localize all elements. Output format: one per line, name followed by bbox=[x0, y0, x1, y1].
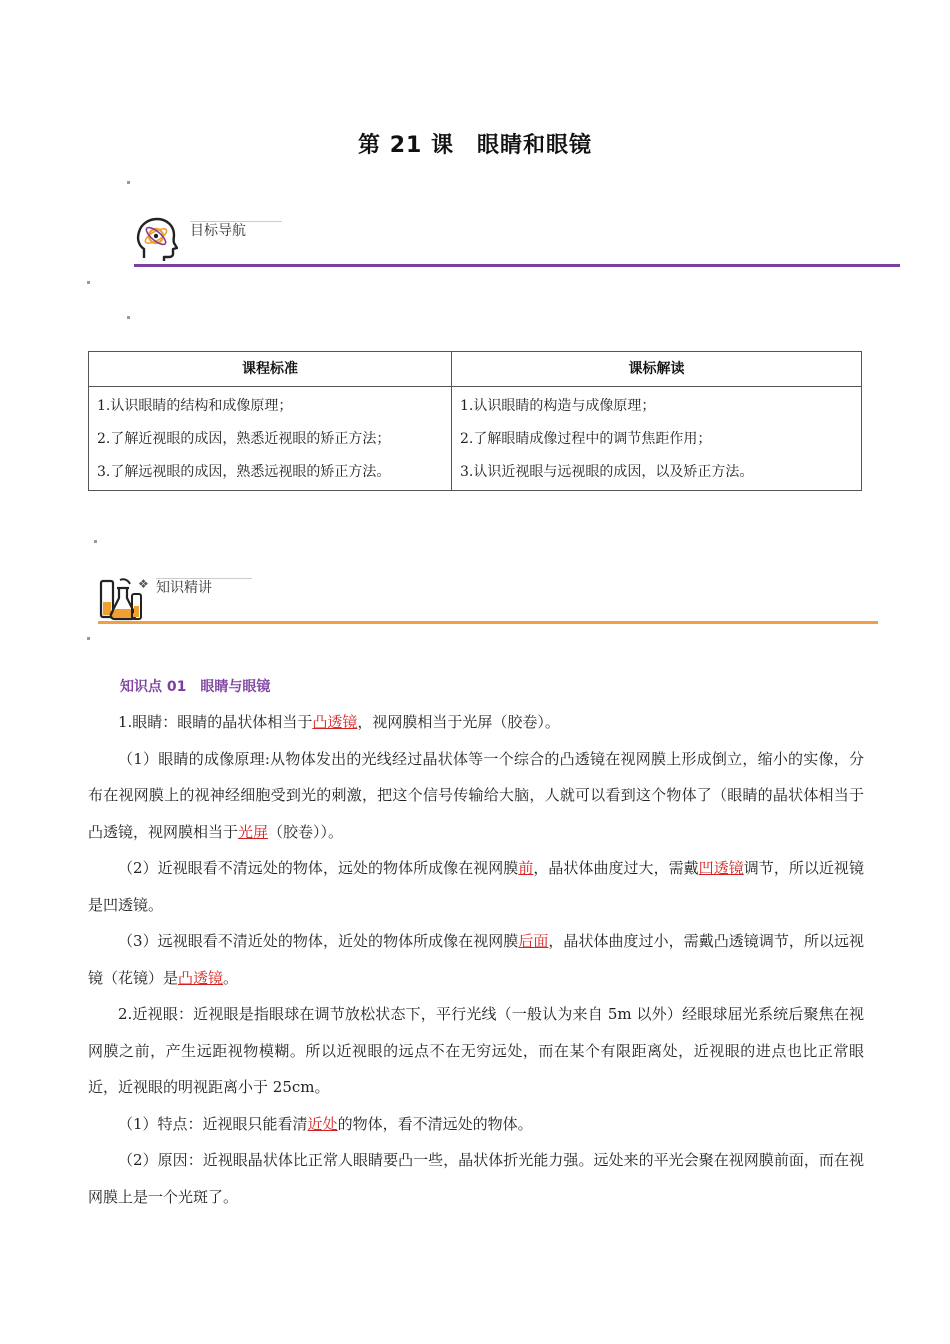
interpretation-item: 2.了解眼睛成像过程中的调节焦距作用； bbox=[460, 431, 712, 447]
highlight-answer: 前 bbox=[518, 859, 534, 877]
section-label-goals: 目标导航 bbox=[190, 223, 246, 239]
section-divider-purple bbox=[134, 264, 900, 267]
paragraph bbox=[88, 704, 864, 741]
paragraph bbox=[88, 850, 864, 923]
table-row bbox=[89, 387, 862, 491]
text: 。 bbox=[223, 968, 239, 987]
table-cell-standards bbox=[89, 387, 452, 491]
text: 1.眼睛：眼睛的晶状体相当于 bbox=[118, 713, 313, 731]
standards-table bbox=[88, 351, 862, 491]
text: 调节，所以近视镜是凹透镜。 bbox=[88, 859, 864, 914]
head-brain-icon bbox=[136, 216, 178, 262]
table-header: 课标解读 bbox=[452, 352, 862, 387]
highlight-answer: 近处 bbox=[307, 1114, 338, 1133]
bullet-icon: ❖ bbox=[138, 577, 149, 591]
text: （3）远视眼看不清近处的物体，近处的物体所成像在视网膜 bbox=[118, 932, 519, 950]
paragraph bbox=[88, 923, 864, 996]
highlight-answer: 凸透镜 bbox=[178, 968, 224, 987]
highlight-answer: 后面 bbox=[518, 932, 549, 950]
paragraph bbox=[88, 741, 864, 851]
paragraph-mark bbox=[94, 540, 97, 543]
text: 的物体，看不清远处的物体。 bbox=[337, 1114, 533, 1133]
section-label-knowledge: 知识精讲 bbox=[156, 580, 212, 596]
standard-item: 2.了解近视眼的成因，熟悉近视眼的矫正方法； bbox=[97, 431, 391, 447]
knowledge-point-title: 知识点 01 眼睛与眼镜 bbox=[120, 679, 271, 695]
table-cell-interpretation bbox=[452, 387, 862, 491]
standard-item: 3.了解远视眼的成因，熟悉远视眼的矫正方法。 bbox=[97, 464, 391, 480]
paragraph-mark bbox=[87, 281, 90, 284]
interpretation-item: 1.认识眼睛的构造与成像原理； bbox=[460, 398, 656, 414]
highlight-answer: 光屏 bbox=[238, 822, 269, 841]
section-divider-orange bbox=[98, 621, 878, 624]
paragraph: （2）原因：近视眼晶状体比正常人眼睛要凸一些，晶状体折光能力强。远处来的平光会聚在视网膜前面，而在视网膜上是一个光斑了。 bbox=[88, 1151, 864, 1206]
paragraph-mark bbox=[87, 637, 90, 640]
paragraph-mark bbox=[127, 316, 130, 319]
knowledge-content bbox=[88, 676, 864, 1215]
paragraph-mark bbox=[127, 181, 130, 184]
text: ，晶状体曲度过大，需戴 bbox=[533, 859, 699, 877]
text: （1）特点：近视眼只能看清 bbox=[118, 1114, 308, 1133]
paragraph bbox=[88, 1106, 864, 1143]
label-underline bbox=[190, 221, 282, 222]
text: ，视网膜相当于光屏（胶卷）。 bbox=[357, 713, 560, 731]
highlight-answer: 凹透镜 bbox=[698, 859, 744, 877]
highlight-answer: 凸透镜 bbox=[312, 713, 358, 731]
label-underline bbox=[156, 578, 252, 579]
standard-item: 1.认识眼睛的结构和成像原理； bbox=[97, 398, 293, 414]
text: （2）近视眼看不清远处的物体，远处的物体所成像在视网膜 bbox=[118, 859, 519, 877]
text: ，晶状体曲度过小，需戴凸透镜调节，所以远视镜（花镜）是 bbox=[88, 932, 864, 987]
table-header-row bbox=[89, 352, 862, 387]
table-header: 课程标准 bbox=[89, 352, 452, 387]
text: （1）眼睛的成像原理:从物体发出的光线经过晶状体等一个综合的凸透镜在视网膜上形成倒立，缩小的实像，分布在视网膜上的视神经细胞受到光的刺激，把这个信号传输给大脑，人就可以看到这个物体了（眼睛的晶状体相当于凸透镜，视网膜相当于 bbox=[88, 749, 864, 841]
interpretation-item: 3.认识近视眼与远视眼的成因，以及矫正方法。 bbox=[460, 464, 754, 480]
page-title: 第 21 课 眼睛和眼镜 bbox=[358, 133, 592, 158]
paragraph: 2.近视眼：近视眼是指眼球在调节放松状态下，平行光线（一般认为来自 5m 以外）经眼球屈光系统后聚焦在视网膜之前，产生远距视物模糊。所以近视眼的远点不在无穷远处，而在某个有限距离处，近视眼的进点也比正常眼近，近视眼的明视距离小于 25cm。 bbox=[88, 1005, 864, 1096]
text: （胶卷））。 bbox=[268, 822, 344, 841]
